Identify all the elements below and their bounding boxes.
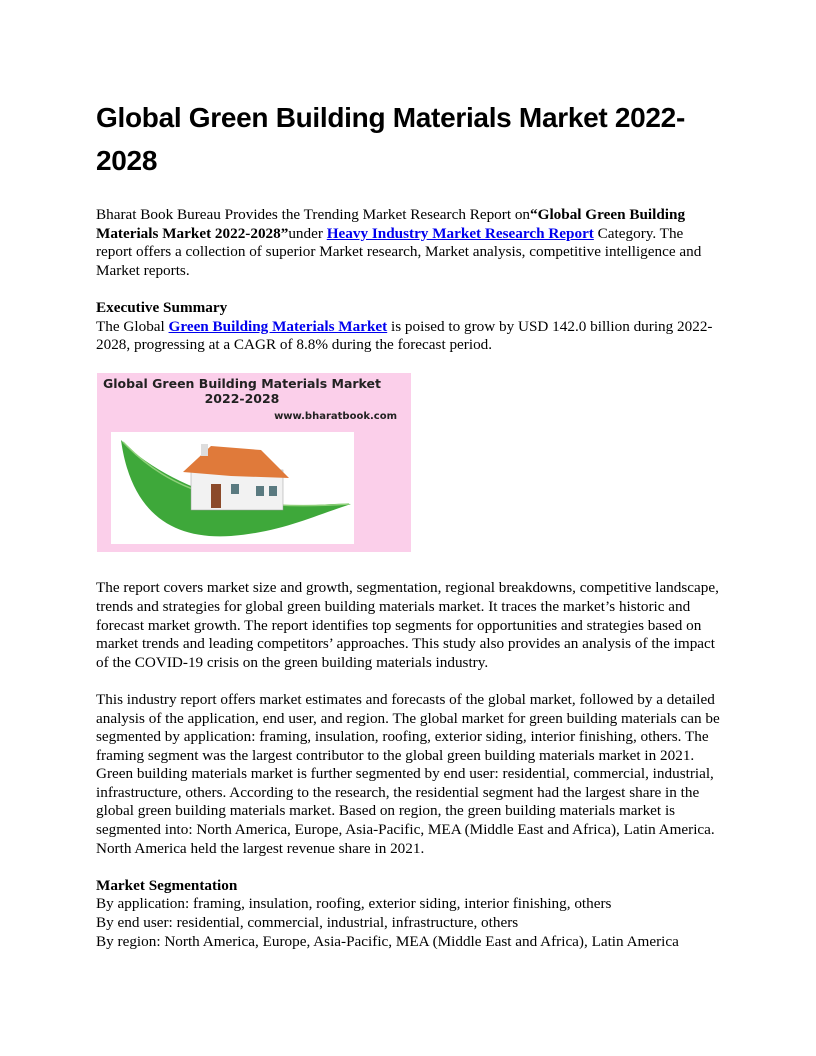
- intro-under: under: [288, 224, 327, 242]
- report-name: “Global Green Building Materials Market 2022-2028”: [96, 206, 686, 242]
- summary-prefix: The Global: [96, 317, 169, 335]
- report-banner-image: [97, 373, 411, 552]
- house-on-leaf-image: [111, 432, 354, 544]
- banner-title: Global Green Building Materials Market 2022-2028: [103, 376, 381, 407]
- banner-url: www.bharatbook.com: [274, 411, 397, 423]
- segmentation-heading: Market Segmentation: [96, 876, 238, 894]
- intro-suffix: Category. The report offers a collection of superior Market research, Market analysis, competitive intelligence and Market reports.: [96, 224, 702, 279]
- executive-summary: [96, 299, 722, 355]
- market-analysis-paragraph: This industry report offers market estimates and forecasts of the global market, followed by a detailed analysis of the application, end user, and region. The global market for green building materials can be segmented by application: framing, insulation, roofing, exterior siding, interior finishing, others. The framing segment was the largest contributor to the global green building materials market in 2021. Green building materials market is further segmented by end user: residential, commercial, industrial, infrastructure, others. According to the research, the residential segment had the largest share in the global green building materials market. Based on region, the green building materials market is segmented into: North America, Europe, Asia-Pacific, MEA (Middle East and Africa), Latin America. North America held the largest revenue share in 2021.: [96, 690, 720, 857]
- page-title: Global Green Building Materials Market 2022-2028: [96, 102, 685, 176]
- market-overview-paragraph: The report covers market size and growth, segmentation, regional breakdowns, competitive landscape, trends and strategies for global green building materials market. It traces the market’s historic and forecast market growth. The report identifies top segments for opportunities and strategies based on market trends and leading competitors’ approaches. This study also provides an analysis of the impact of the COVID-19 crisis on the green building materials industry.: [96, 579, 719, 671]
- segment-line: By end user: residential, commercial, industrial, infrastructure, others: [96, 914, 519, 932]
- document-page: [96, 96, 722, 951]
- market-segmentation: [96, 877, 722, 951]
- executive-summary-heading: Executive Summary: [96, 298, 228, 316]
- summary-suffix: is poised to grow by USD 142.0 billion during 2022-2028, progressing at a CAGR of 8.8% during the forecast period.: [96, 317, 713, 354]
- market-link[interactable]: Green Building Materials Market: [168, 317, 388, 335]
- category-link[interactable]: Heavy Industry Market Research Report: [326, 224, 594, 242]
- segment-line: By region: North America, Europe, Asia-Pacific, MEA (Middle East and Africa), Latin America: [96, 932, 679, 950]
- intro-text: Bharat Book Bureau Provides the Trending Market Research Report on: [96, 206, 531, 223]
- segment-line: By application: framing, insulation, roofing, exterior siding, interior finishing, others: [96, 895, 612, 913]
- intro-paragraph: [96, 206, 722, 280]
